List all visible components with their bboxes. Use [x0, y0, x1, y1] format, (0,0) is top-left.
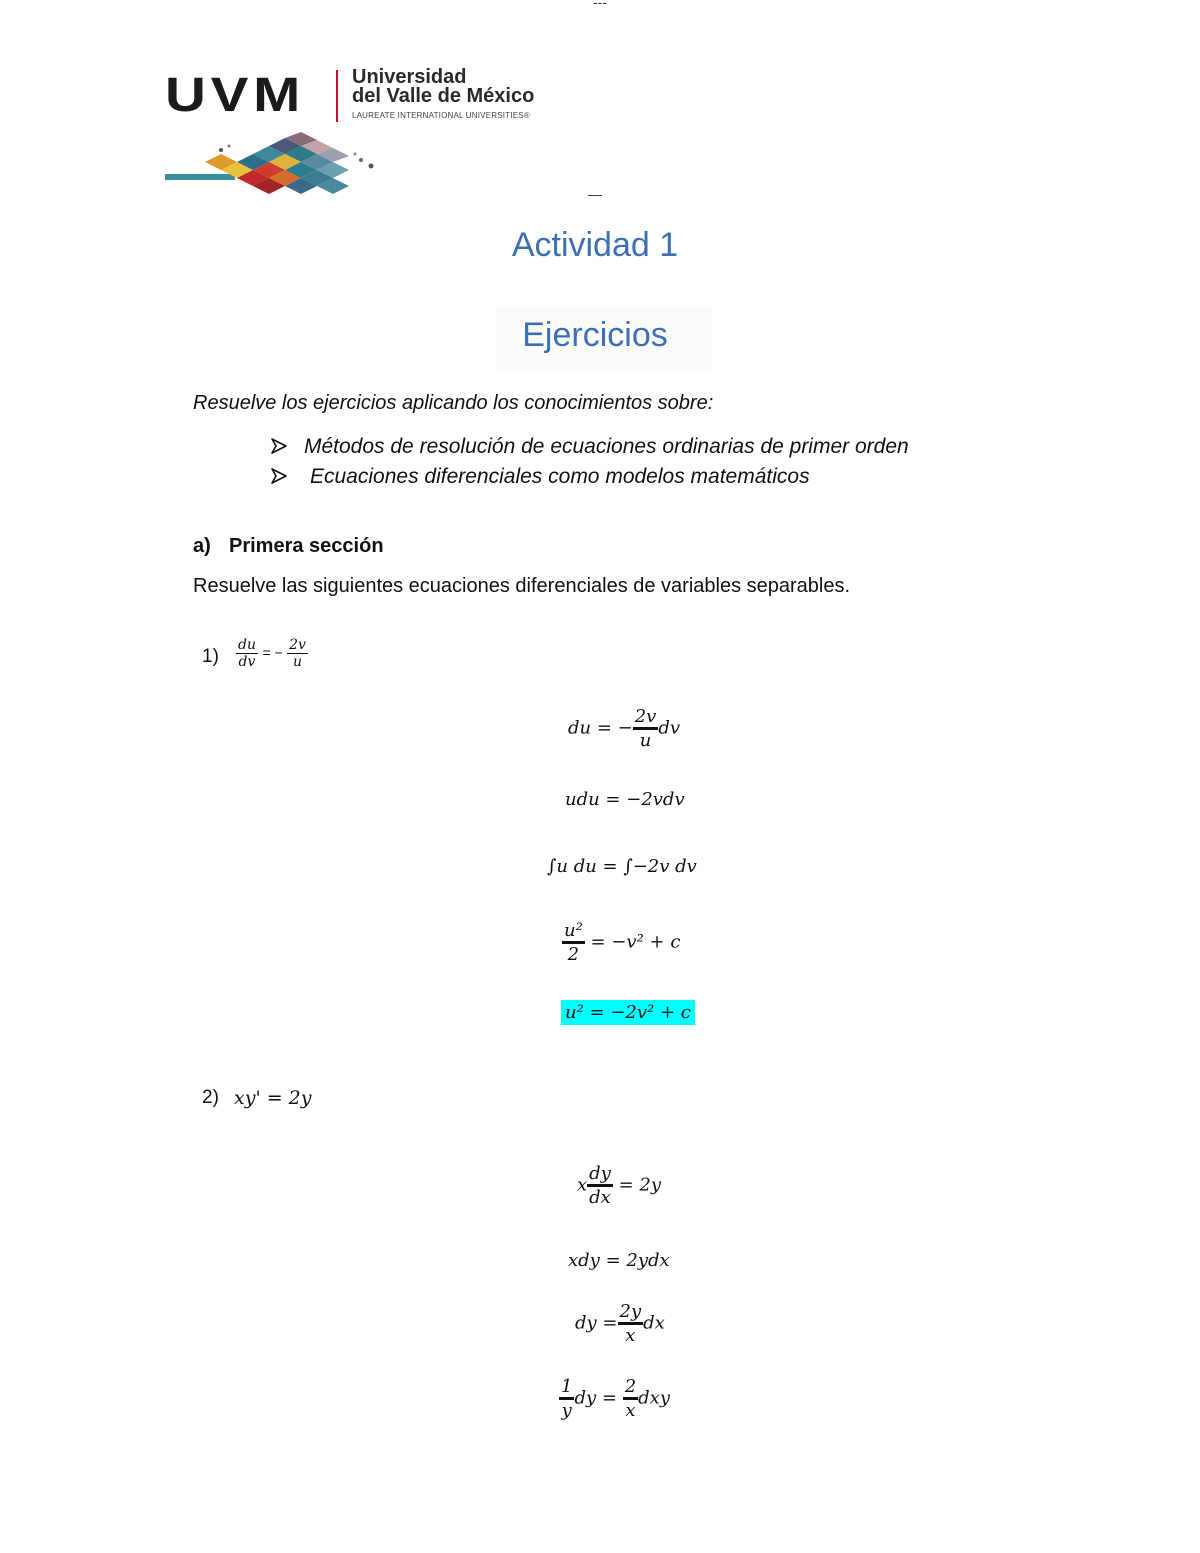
problem-2-number: 2) — [202, 1087, 219, 1108]
step-denominator: dx — [587, 1184, 613, 1208]
problem-1-step-4 — [562, 920, 680, 965]
statement-denominator: dv — [236, 653, 258, 670]
logo-name-line2: del Valle de México — [352, 85, 535, 107]
step-tail: dxy — [638, 1387, 670, 1409]
problem-2-step-3 — [575, 1301, 665, 1346]
step-mid: dy = — [574, 1387, 617, 1409]
activity-heading: Actividad 1 — [511, 226, 679, 264]
step-lhs: du = − — [568, 717, 633, 739]
step-numerator: u² — [564, 920, 583, 941]
problem-1-statement — [236, 637, 308, 670]
step-rhs: = −v² + c — [590, 931, 681, 953]
section-a-label: a) — [193, 535, 211, 557]
problem-1-step-1 — [568, 706, 680, 751]
bullet-text: Métodos de resolución de ecuaciones ordinarias de primer orden — [304, 435, 909, 458]
bullet-item — [270, 435, 909, 459]
step-numerator: 2y — [619, 1301, 642, 1322]
step-denominator: x — [618, 1322, 644, 1346]
step-numerator: 2v — [634, 706, 657, 727]
mid-mark: — — [588, 186, 602, 202]
problem-1-number: 1) — [202, 646, 219, 667]
problem-1-step-3: ∫u du = ∫−2v dv — [547, 856, 697, 877]
step-tail: dx — [643, 1312, 665, 1334]
uvm-logo — [165, 66, 565, 206]
arrow-bullet-icon — [270, 435, 304, 459]
logo-name-line1: Universidad — [352, 66, 467, 88]
problem-1-result — [561, 1002, 695, 1023]
arrow-bullet-icon — [270, 465, 310, 489]
logo-mark: UVM — [165, 69, 306, 122]
section-a-title — [193, 535, 384, 558]
step-tail: dv — [658, 717, 681, 739]
step-numerator: 1 — [561, 1376, 573, 1397]
bullet-item — [270, 465, 810, 489]
bullet-text: Ecuaciones diferenciales como modelos matemáticos — [310, 465, 810, 488]
statement-numerator: du — [238, 637, 256, 653]
step-denominator: y — [559, 1397, 574, 1421]
step-rhs: = 2y — [618, 1174, 662, 1196]
step-lhs: x — [577, 1174, 588, 1196]
problem-2-step-4 — [559, 1376, 670, 1421]
top-mark: --- — [593, 0, 607, 10]
statement-rhs-denominator: u — [287, 653, 308, 670]
highlighted-result: u² = −2v² + c — [561, 1000, 695, 1025]
step-denominator: 2 — [562, 941, 585, 965]
step-numerator: 2 — [624, 1376, 637, 1397]
problem-2-step-2: xdy = 2ydx — [568, 1250, 670, 1271]
problem-2-step-1 — [577, 1163, 661, 1208]
section-a-description: Resuelve las siguientes ecuaciones diferenciales de variables separables. — [193, 575, 851, 597]
problem-2-statement: xy' = 2y — [234, 1087, 312, 1109]
problem-1-step-2: udu = −2vdv — [565, 789, 685, 810]
intro-text: Resuelve los ejercicios aplicando los conocimientos sobre: — [193, 392, 714, 414]
step-numerator: dy — [589, 1163, 611, 1184]
logo-tagline: LAUREATE INTERNATIONAL UNIVERSITIES® — [352, 111, 530, 120]
exercises-heading: Ejercicios — [522, 316, 668, 354]
section-a-name: Primera sección — [229, 535, 384, 557]
step-lhs: dy = — [575, 1312, 618, 1334]
statement-rhs-numerator: 2v — [289, 637, 306, 653]
step-denominator: u — [633, 727, 659, 751]
step-denominator: x — [623, 1397, 638, 1421]
statement-sign: = − — [262, 644, 283, 661]
logo-divider — [336, 70, 338, 122]
